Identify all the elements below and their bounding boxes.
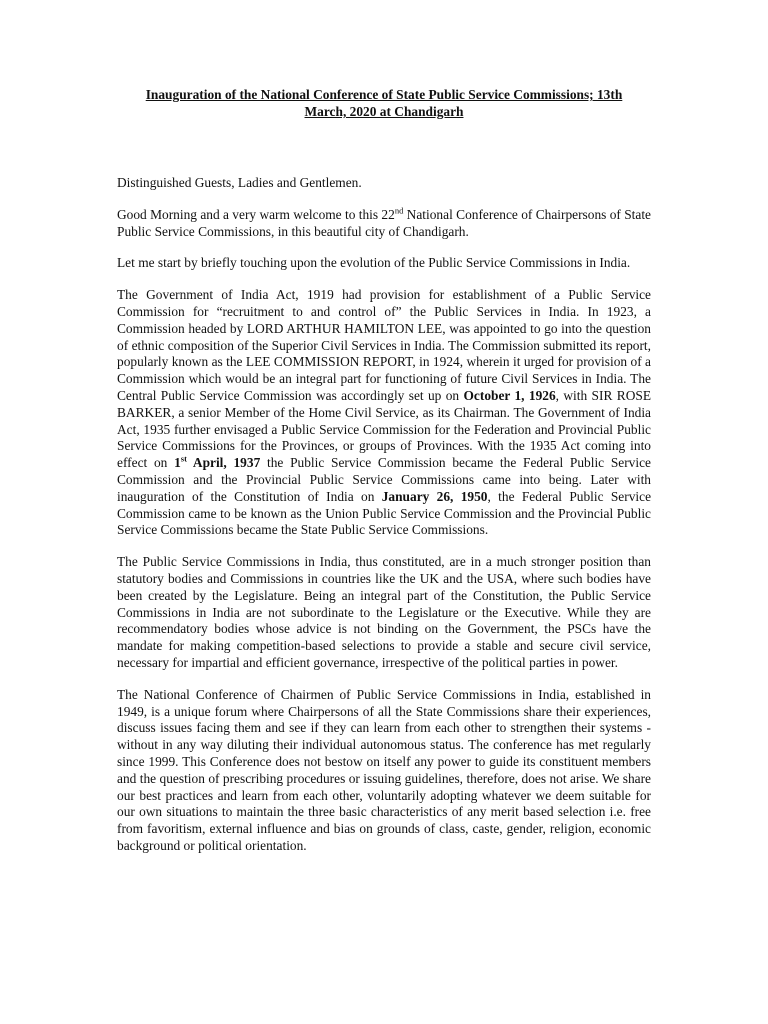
history-date-1937-suffix: st [180,453,187,464]
salutation: Distinguished Guests, Ladies and Gentlemen. [117,175,362,190]
document-page [117,86,651,870]
history-date-1937-day: 1 [174,455,181,471]
history-text-4: , the Federal Public Service Commission came to be known as the Union Public Service Commission and the Provincial Public Service Commissions became the State Public Service Commissions. [117,488,652,538]
history-date-1926: October 1, 1926 [463,387,556,403]
paragraph-history [117,287,651,539]
history-text-1: The Government of India Act, 1919 had provision for establishment of a Public Service Commission for “recruitment to and control of” the Public Services in India. In 1923, a Commission headed by LORD ARTHUR HAMILTON LEE, was appointed to go into the question of ethnic composition of the Superior Civil Services in India. The Commission submitted its report, popularly known as the LEE COMMISSION REPORT, in 1924, wherein it urged for provision of a Commission which would be an integral part for functioning of future Civil Services in India. The Central Public Service Commission was accordingly set up on [117,287,651,403]
history-text-2: , with SIR ROSE BARKER, a senior Member of the Home Civil Service, as its Chairman. The Government of India Act, 1935 further envisaged a Public Service Commission for the Federation and Provincial Public Service Commissions for the Provinces, or groups of Provinces. With the 1935 Act coming into effect on [117,387,651,471]
paragraph-evolution-intro: Let me start by briefly touching upon the evolution of the Public Service Commissions in India. [117,255,631,271]
document-title [117,86,651,120]
paragraph-constitutional-status: The Public Service Commissions in India, thus constituted, are in a much stronger position than statutory bodies and Commissions in countries like the UK and the USA, where such bodies have been created by the Legislature. Being an integral part of the Constitution, the Public Service Commissions in India are not subordinate to the Legislature or the Executive. While they are recommendatory bodies whose advice is not binding on the Government, the PSCs have the mandate for making competition-based selections to provide a stable and secure civil service, necessary for impartial and efficient governance, irrespective of the political parties in power. [117,554,651,670]
paragraph-national-conference: The National Conference of Chairmen of Public Service Commissions in India, established in 1949, is a unique forum where Chairpersons of all the State Commissions share their experiences, discuss issues facing them and see if they can learn from each other to strengthen their systems - without in any way diluting their individual autonomous status. The conference has met regularly since 1999. This Conference does not bestow on itself any power to guide its constituent members and the question of prescribing procedures or issuing guidelines, therefore, does not arise. We share our best practices and learn from each other, voluntarily adopting whatever we deem suitable for our own situations to maintain the three basic characteristics of any merit based selection i.e. free from favoritism, external influence and bias on grounds of class, caste, gender, religion, economic background or political orientation. [117,686,651,853]
title-line-1: Inauguration of the National Conference of State Public Service Commissions; 13th [145,87,623,102]
history-date-1937 [174,455,260,470]
welcome-text-b: National Conference of Chairpersons of State Public Service Commissions, in this beautiful city of Chandigarh. [117,206,651,239]
history-date-1937-rest: April, 1937 [186,455,261,471]
welcome-text-a: Good Morning and a very warm welcome to this 22 [117,206,395,222]
welcome-ordinal-suffix: nd [394,205,404,216]
title-line-2: March, 2020 at Chandigarh [304,104,464,119]
history-date-1950: January 26, 1950 [381,488,488,504]
paragraph-welcome [117,207,651,241]
history-text-3: the Public Service Commission became the Federal Public Service Commission and the Provincial Public Service Commissions came into being. Later with inauguration of the Constitution of India on [117,455,651,504]
